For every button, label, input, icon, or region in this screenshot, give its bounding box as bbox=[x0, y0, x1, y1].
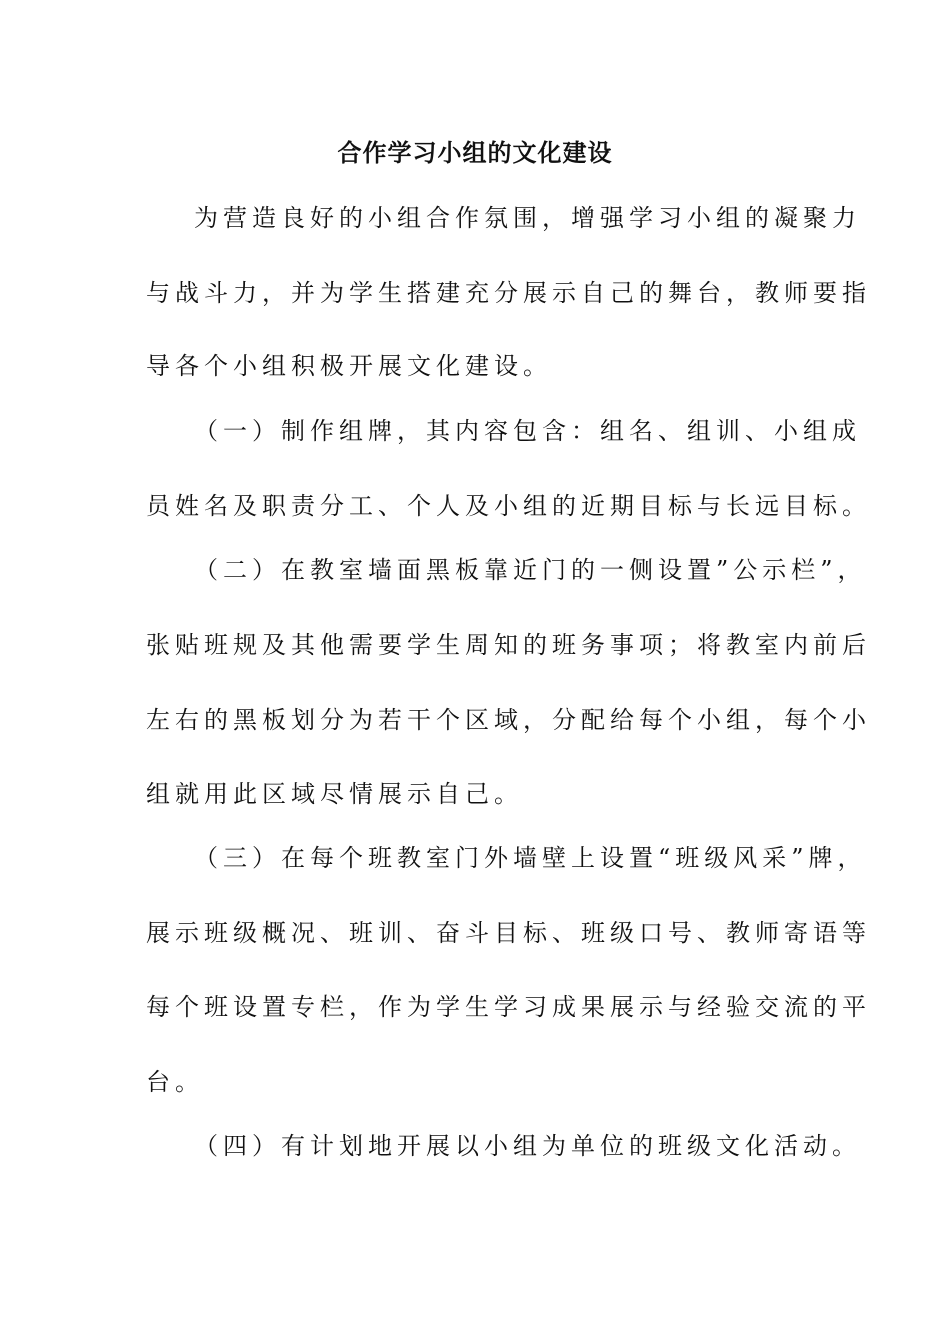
section-1-line-1: （一）制作组牌，其内容包含：组名、组训、小组成 bbox=[194, 417, 861, 445]
section-2-line-2: 张贴班规及其他需要学生周知的班务事项；将教室内前后 bbox=[146, 631, 871, 659]
section-2-line-1: （二）在教室墙面黑板靠近门的一侧设置”公示栏”， bbox=[194, 556, 867, 584]
section-1-line-2: 员姓名及职责分工、个人及小组的近期目标与长远目标。 bbox=[146, 492, 871, 520]
section-3-line-3: 每个班设置专栏，作为学生学习成果展示与经验交流的平 bbox=[146, 993, 871, 1021]
section-4-line-1: （四）有计划地开展以小组为单位的班级文化活动。 bbox=[194, 1132, 861, 1160]
paragraph-intro-line-3: 导各个小组积极开展文化建设。 bbox=[146, 352, 552, 380]
section-3-line-4: 台。 bbox=[146, 1068, 204, 1096]
section-3-line-1: （三）在每个班教室门外墙壁上设置“班级风采”牌， bbox=[194, 844, 867, 872]
section-3-line-2: 展示班级概况、班训、奋斗目标、班级口号、教师寄语等 bbox=[146, 919, 871, 947]
section-2-line-4: 组就用此区域尽情展示自己。 bbox=[146, 780, 523, 808]
section-2-line-3: 左右的黑板划分为若干个区域，分配给每个小组，每个小 bbox=[146, 706, 871, 734]
document-title: 合作学习小组的文化建设 bbox=[337, 139, 613, 167]
paragraph-intro-line-2: 与战斗力，并为学生搭建充分展示自己的舞台，教师要指 bbox=[146, 279, 871, 307]
paragraph-intro-line-1: 为营造良好的小组合作氛围，增强学习小组的凝聚力 bbox=[194, 204, 861, 232]
